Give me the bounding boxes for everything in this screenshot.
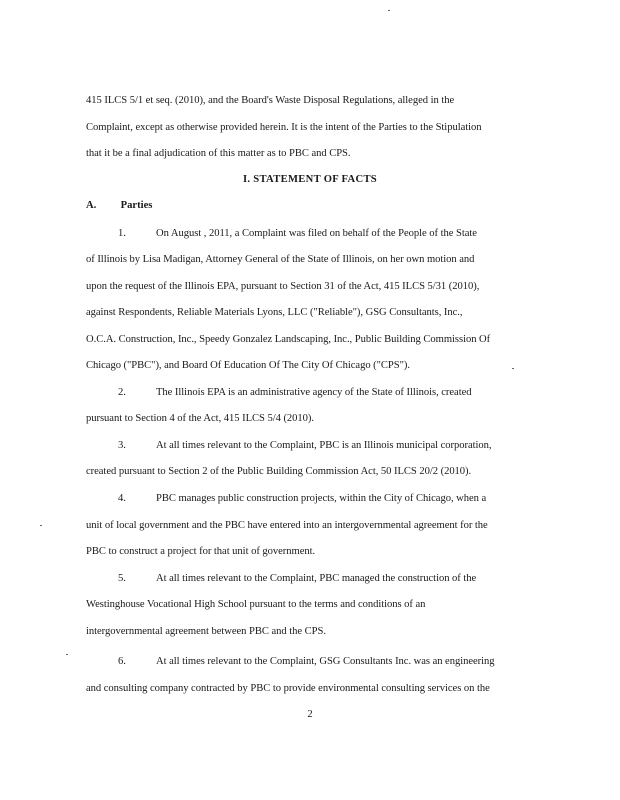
paragraph-line: Westinghouse Vocational High School pursuant to the terms and conditions of an xyxy=(86,599,426,610)
subsection-label: A. xyxy=(86,200,97,211)
paragraph-text: On August , 2011, a Complaint was filed on behalf of the People of the State xyxy=(156,228,477,239)
subsection-heading xyxy=(86,200,152,211)
paragraph-line: upon the request of the Illinois EPA, pursuant to Section 31 of the Act, 415 ILCS 5/31 (2010), xyxy=(86,281,480,292)
paragraph-number: 4. xyxy=(118,493,126,504)
paragraph-number: 1. xyxy=(118,228,126,239)
paragraph-text: The Illinois EPA is an administrative agency of the State of Illinois, created xyxy=(156,387,472,398)
paragraph-number: 6. xyxy=(118,656,126,667)
paragraph-line: and consulting company contracted by PBC to provide environmental consulting services on the xyxy=(86,683,490,694)
intro-line: that it be a final adjudication of this matter as to PBC and CPS. xyxy=(86,148,351,159)
subsection-title: Parties xyxy=(120,200,153,211)
paragraph-line: unit of local government and the PBC have entered into an intergovernmental agreement for the xyxy=(86,520,488,531)
scan-speck xyxy=(512,368,514,369)
paragraph-first-line xyxy=(118,227,477,241)
paragraph-number: 2. xyxy=(118,387,126,398)
intro-line: 415 ILCS 5/1 et seq. (2010), and the Board's Waste Disposal Regulations, alleged in the xyxy=(86,95,455,106)
paragraph-first-line xyxy=(118,439,492,453)
page-number: 2 xyxy=(307,709,313,720)
scan-speck xyxy=(388,10,390,11)
paragraph-line: created pursuant to Section 2 of the Public Building Commission Act, 50 ILCS 20/2 (2010). xyxy=(86,466,472,477)
paragraph-line: Chicago ("PBC"), and Board Of Education Of The City Of Chicago ("CPS"). xyxy=(86,360,410,371)
paragraph-first-line xyxy=(118,572,476,586)
paragraph-line: O.C.A. Construction, Inc., Speedy Gonzalez Landscaping, Inc., Public Building Commission Of xyxy=(86,334,491,345)
scan-speck xyxy=(40,525,42,526)
paragraph-first-line xyxy=(118,386,472,400)
paragraph-line: intergovernmental agreement between PBC and the CPS. xyxy=(86,626,326,637)
paragraph-text: At all times relevant to the Complaint, GSG Consultants Inc. was an engineering xyxy=(156,656,495,667)
section-heading: I. STATEMENT OF FACTS xyxy=(242,174,378,185)
paragraph-line: PBC to construct a project for that unit of government. xyxy=(86,546,316,557)
paragraph-number: 5. xyxy=(118,573,126,584)
paragraph-first-line xyxy=(118,492,486,506)
paragraph-line: of Illinois by Lisa Madigan, Attorney General of the State of Illinois, on her own motion and xyxy=(86,254,475,265)
paragraph-line: against Respondents, Reliable Materials Lyons, LLC ("Reliable"), GSG Consultants, Inc., xyxy=(86,307,463,318)
intro-line: Complaint, except as otherwise provided herein. It is the intent of the Parties to the Stipulation xyxy=(86,122,482,133)
paragraph-text: At all times relevant to the Complaint, PBC is an Illinois municipal corporation, xyxy=(156,440,492,451)
paragraph-text: At all times relevant to the Complaint, PBC managed the construction of the xyxy=(156,573,477,584)
scan-speck xyxy=(66,654,68,655)
paragraph-number: 3. xyxy=(118,440,126,451)
paragraph-line: pursuant to Section 4 of the Act, 415 ILCS 5/4 (2010). xyxy=(86,413,314,424)
paragraph-first-line xyxy=(118,655,495,669)
paragraph-text: PBC manages public construction projects, within the City of Chicago, when a xyxy=(156,493,487,504)
